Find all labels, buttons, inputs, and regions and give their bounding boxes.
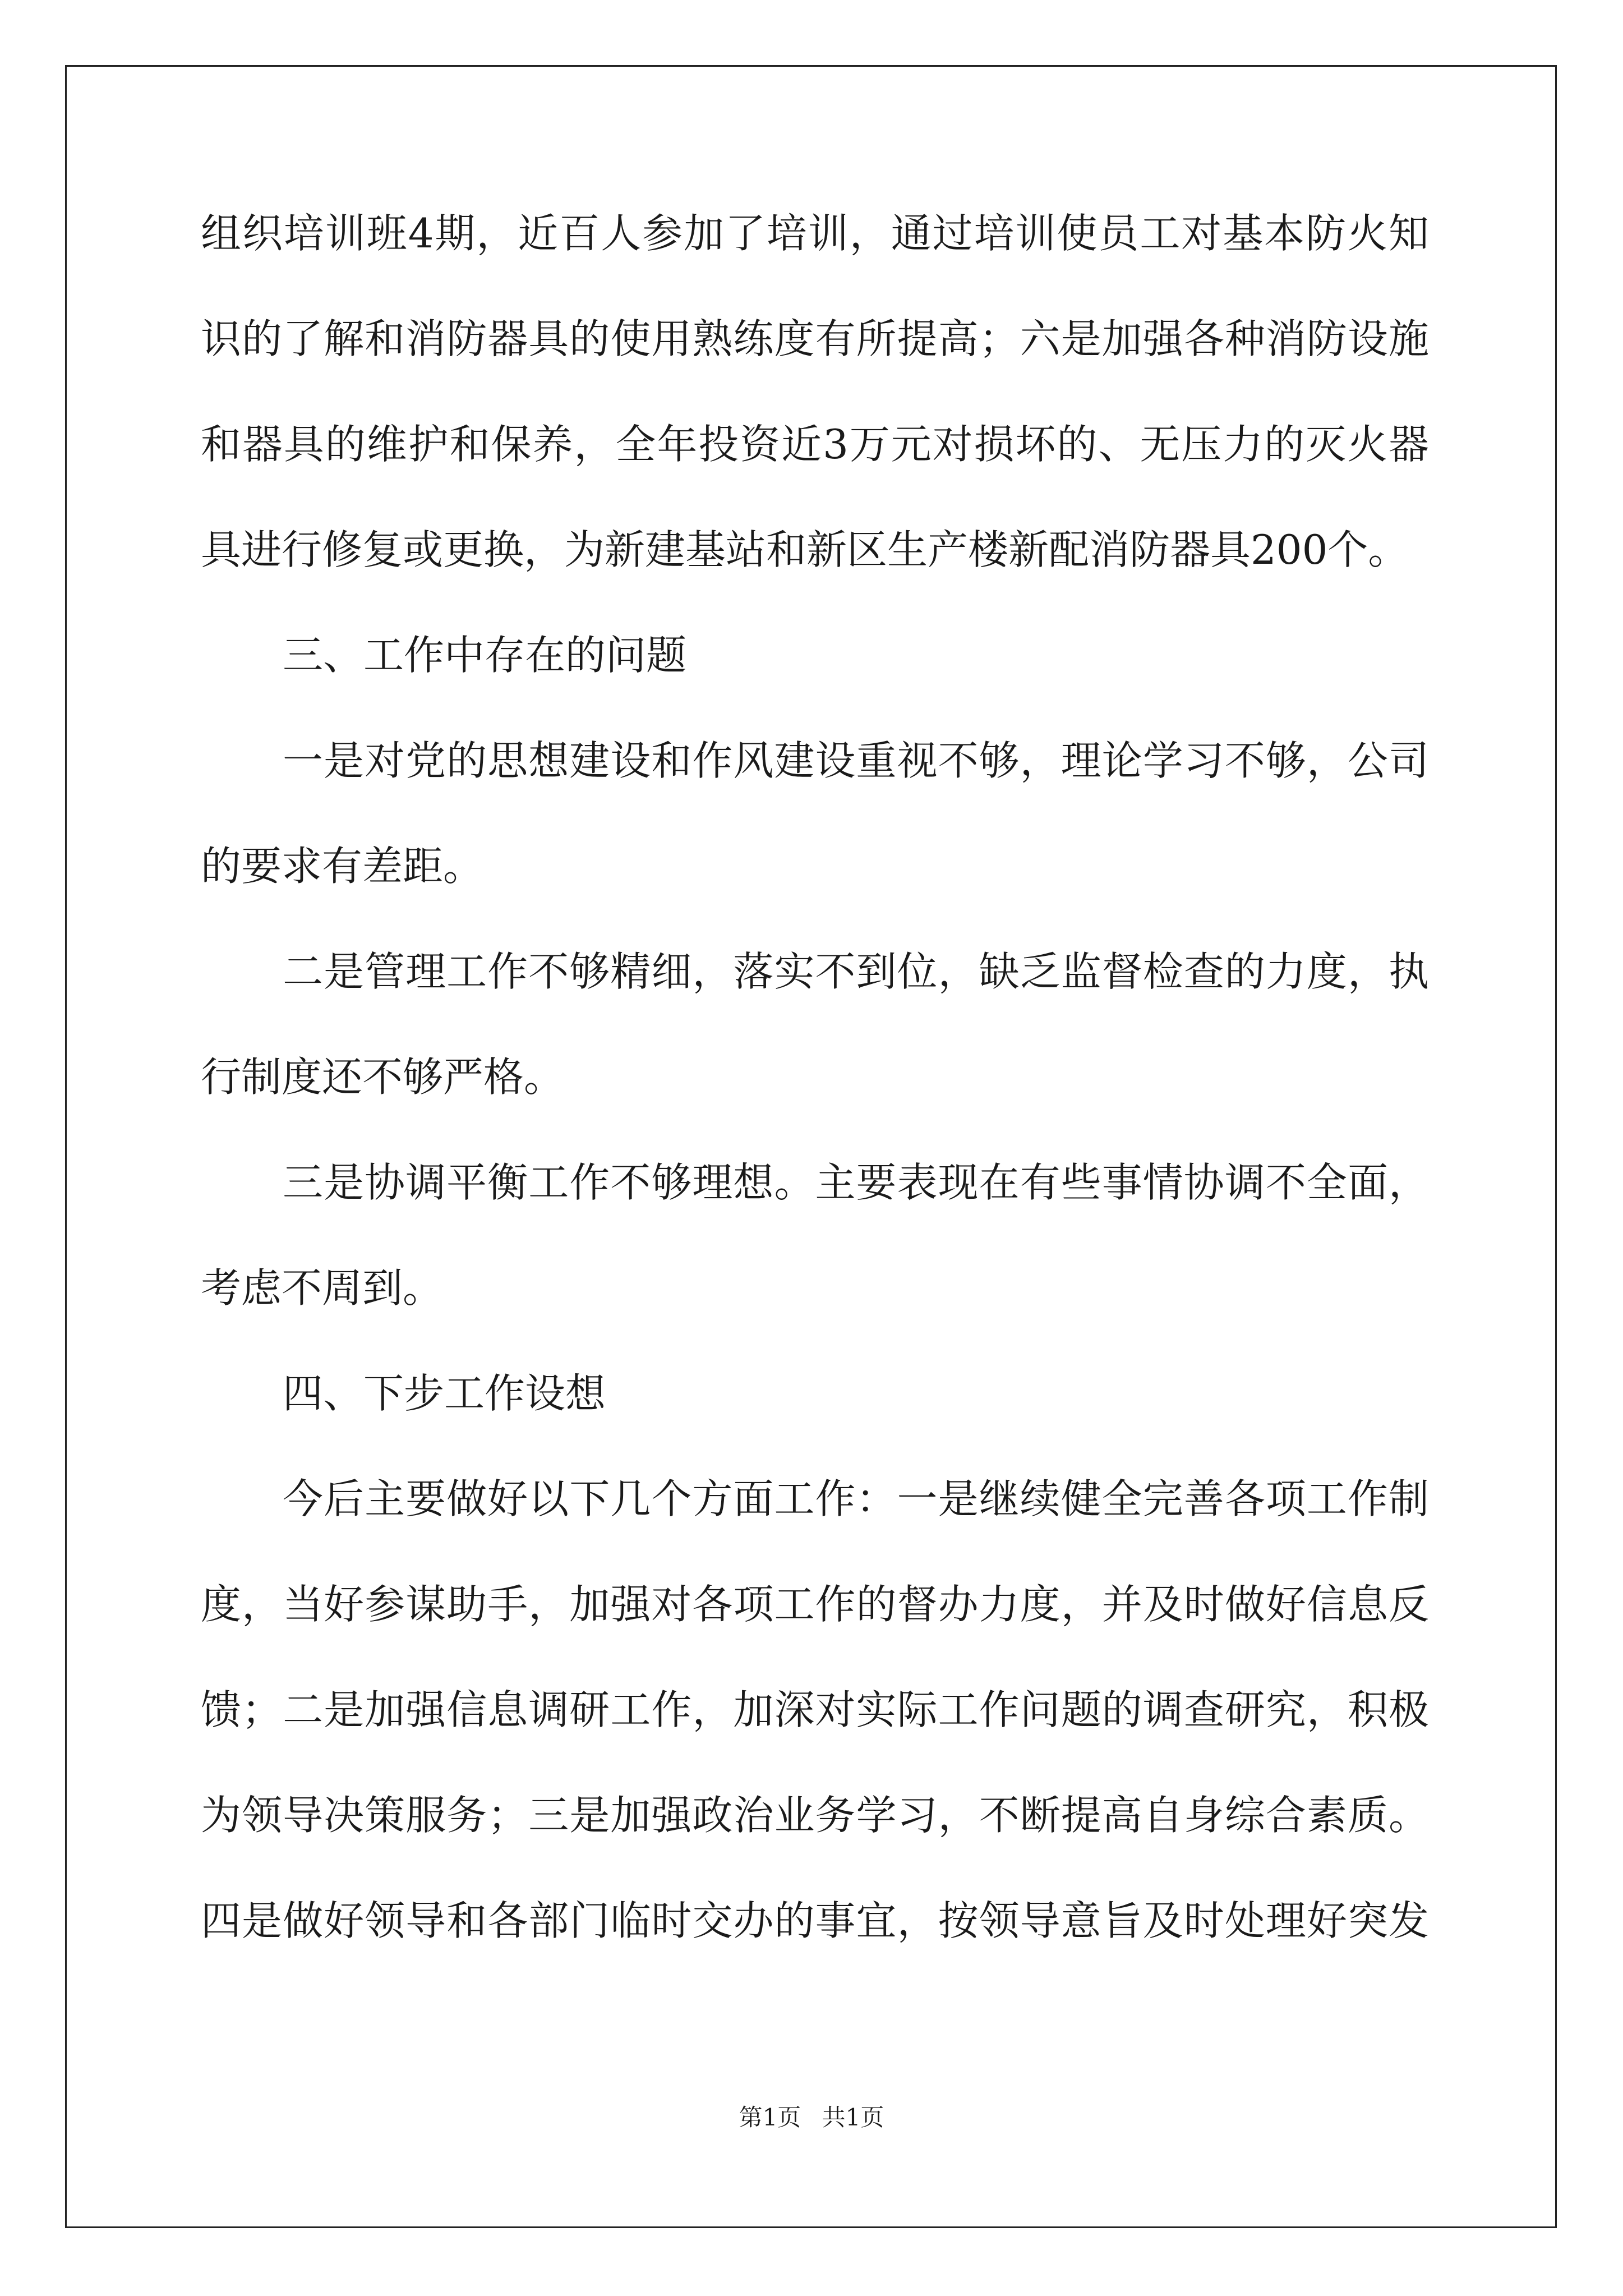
text-line: 行制度还不够严格。 xyxy=(201,1053,565,1101)
text-line: 识的了解和消防器具的使用熟练度有所提高；六是加强各种消防设施 xyxy=(201,315,1429,362)
text-line: 组织培训班4期，近百人参加了培训，通过培训使员工对基本防火知 xyxy=(201,210,1429,257)
text-line: 四是做好领导和各部门临时交办的事宜，按领导意旨及时处理好突发 xyxy=(201,1897,1429,1944)
text-line: 一是对党的思想建设和作风建设重视不够，理论学习不够，公司 xyxy=(283,737,1429,784)
text-line: 和器具的维护和保养，全年投资近3万元对损坏的、无压力的灭火器 xyxy=(201,421,1429,468)
section-heading: 三、工作中存在的问题 xyxy=(283,632,687,679)
document-body xyxy=(201,210,1429,2006)
text-line: 今后主要做好以下几个方面工作：一是继续健全完善各项工作制 xyxy=(283,1475,1429,1522)
page-number: 第1页 xyxy=(739,2104,801,2131)
text-line: 二是管理工作不够精细，落实不到位，缺乏监督检查的力度，执 xyxy=(283,948,1429,995)
text-line: 馈；二是加强信息调研工作，加深对实际工作问题的调查研究，积极 xyxy=(201,1686,1429,1733)
text-line: 为领导决策服务；三是加强政治业务学习，不断提高自身综合素质。 xyxy=(201,1792,1429,1839)
text-line: 考虑不周到。 xyxy=(201,1264,444,1312)
section-heading: 四、下步工作设想 xyxy=(283,1370,606,1417)
text-line: 度，当好参谋助手，加强对各项工作的督办力度，并及时做好信息反 xyxy=(201,1581,1429,1628)
page-footer xyxy=(0,2106,1623,2129)
page-total: 共1页 xyxy=(822,2104,884,2131)
text-line: 的要求有差距。 xyxy=(201,843,484,890)
text-line: 三是协调平衡工作不够理想。主要表现在有些事情协调不全面， xyxy=(283,1159,1429,1206)
text-line: 具进行修复或更换，为新建基站和新区生产楼新配消防器具200个。 xyxy=(201,526,1409,573)
